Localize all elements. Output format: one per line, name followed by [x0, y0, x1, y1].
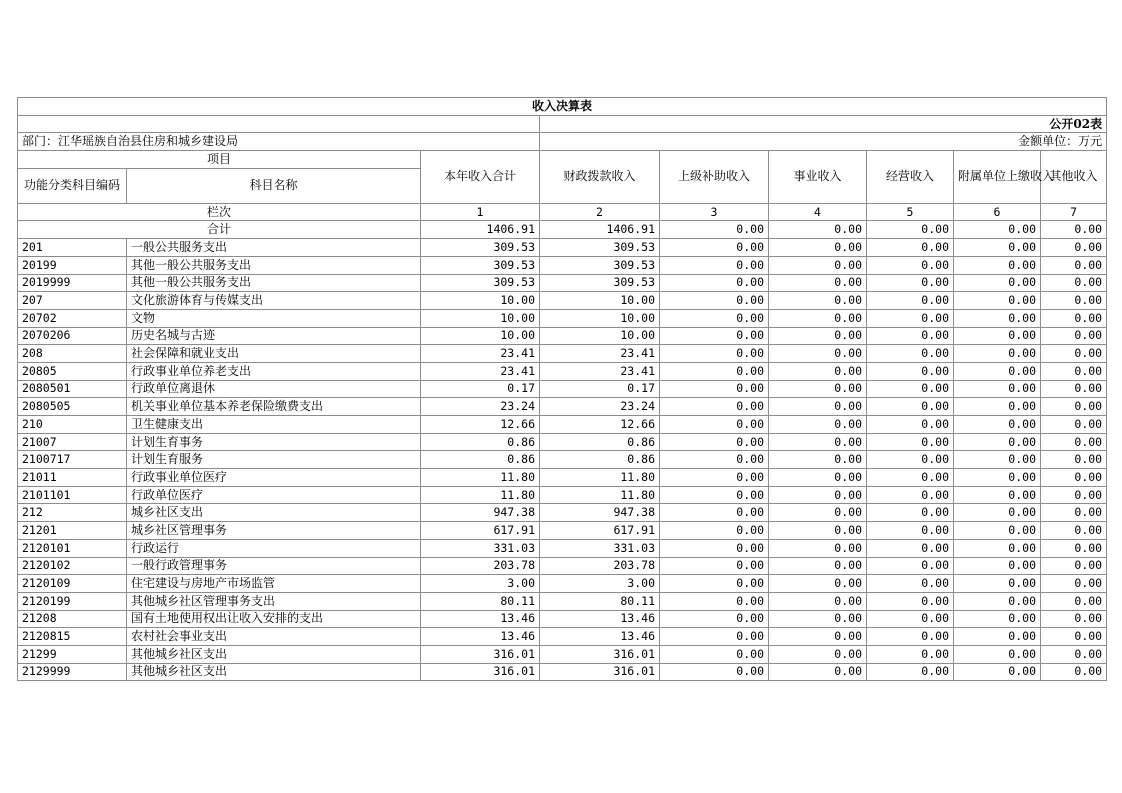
table-row	[18, 433, 1107, 451]
amount-cell: 10.00	[540, 327, 660, 345]
col-header-4: 事业收入	[769, 151, 867, 204]
amount-cell: 0.00	[867, 416, 954, 434]
table-row	[18, 610, 1107, 628]
amount-cell: 0.00	[660, 469, 769, 487]
amount-cell: 0.00	[867, 380, 954, 398]
amount-cell: 0.00	[1041, 645, 1107, 663]
subject-name: 历史名城与古迹	[127, 327, 421, 345]
amount-cell: 0.00	[769, 345, 867, 363]
amount-cell: 0.00	[769, 398, 867, 416]
amount-cell: 0.00	[660, 575, 769, 593]
table-row	[18, 239, 1107, 257]
amount-cell: 617.91	[540, 522, 660, 540]
amount-cell: 947.38	[421, 504, 540, 522]
amount-cell: 0.00	[769, 575, 867, 593]
amount-cell: 13.46	[540, 628, 660, 646]
amount-cell: 0.00	[769, 362, 867, 380]
amount-cell: 0.00	[867, 451, 954, 469]
amount-cell: 0.00	[867, 539, 954, 557]
table-row	[18, 274, 1107, 292]
amount-cell: 0.00	[867, 292, 954, 310]
subject-code: 21007	[18, 433, 127, 451]
department-label: 部门：江华瑶族自治县住房和城乡建设局	[18, 133, 540, 151]
total-value: 1406.91	[421, 221, 540, 239]
amount-cell: 0.00	[867, 256, 954, 274]
amount-cell: 309.53	[540, 256, 660, 274]
amount-cell: 0.00	[660, 610, 769, 628]
amount-cell: 10.00	[421, 309, 540, 327]
subject-name: 住宅建设与房地产市场监管	[127, 575, 421, 593]
amount-cell: 0.00	[660, 645, 769, 663]
amount-cell: 0.00	[660, 380, 769, 398]
amount-cell: 0.00	[1041, 416, 1107, 434]
amount-cell: 0.00	[769, 469, 867, 487]
total-value: 1406.91	[540, 221, 660, 239]
amount-cell: 0.00	[867, 504, 954, 522]
amount-cell: 0.00	[769, 256, 867, 274]
amount-cell: 3.00	[421, 575, 540, 593]
amount-cell: 0.00	[769, 416, 867, 434]
subject-code: 20199	[18, 256, 127, 274]
amount-cell: 0.00	[769, 274, 867, 292]
amount-cell: 0.00	[867, 645, 954, 663]
col-header-1: 本年收入合计	[421, 151, 540, 204]
amount-cell: 316.01	[421, 645, 540, 663]
col-header-6: 附属单位上缴收入	[954, 151, 1041, 204]
subject-code: 21011	[18, 469, 127, 487]
amount-cell: 0.00	[954, 610, 1041, 628]
amount-cell: 0.00	[867, 610, 954, 628]
amount-cell: 0.00	[954, 416, 1041, 434]
amount-cell: 0.00	[867, 398, 954, 416]
amount-cell: 12.66	[421, 416, 540, 434]
total-value: 0.00	[954, 221, 1041, 239]
total-value: 0.00	[769, 221, 867, 239]
amount-cell: 0.00	[660, 345, 769, 363]
amount-cell: 0.00	[1041, 345, 1107, 363]
amount-cell: 0.00	[769, 592, 867, 610]
amount-cell: 0.00	[954, 663, 1041, 681]
report-title: 收入决算表	[18, 98, 1107, 116]
code-col-header: 功能分类科目编码	[18, 168, 127, 203]
amount-cell: 0.00	[660, 522, 769, 540]
amount-cell: 0.00	[867, 592, 954, 610]
amount-cell: 0.00	[1041, 522, 1107, 540]
amount-cell: 0.00	[867, 309, 954, 327]
amount-cell: 23.41	[421, 362, 540, 380]
amount-cell: 0.00	[769, 522, 867, 540]
amount-cell: 0.00	[1041, 362, 1107, 380]
amount-cell: 0.00	[867, 575, 954, 593]
amount-cell: 0.00	[954, 345, 1041, 363]
amount-cell: 0.00	[954, 239, 1041, 257]
subject-name: 其他一般公共服务支出	[127, 274, 421, 292]
amount-cell: 331.03	[421, 539, 540, 557]
subject-code: 2120199	[18, 592, 127, 610]
unit-label: 金额单位：万元	[540, 133, 1107, 151]
amount-cell: 0.17	[540, 380, 660, 398]
name-col-header: 科目名称	[127, 168, 421, 203]
subject-code: 2129999	[18, 663, 127, 681]
table-row	[18, 557, 1107, 575]
amount-cell: 0.00	[867, 327, 954, 345]
subject-code: 210	[18, 416, 127, 434]
amount-cell: 0.00	[660, 504, 769, 522]
subject-code: 20702	[18, 309, 127, 327]
amount-cell: 0.00	[1041, 309, 1107, 327]
amount-cell: 0.00	[660, 663, 769, 681]
amount-cell: 10.00	[421, 292, 540, 310]
amount-cell: 11.80	[540, 469, 660, 487]
amount-cell: 0.00	[954, 539, 1041, 557]
table-row	[18, 309, 1107, 327]
subject-name: 文物	[127, 309, 421, 327]
amount-cell: 0.86	[540, 451, 660, 469]
amount-cell: 0.00	[769, 663, 867, 681]
amount-cell: 203.78	[540, 557, 660, 575]
amount-cell: 23.24	[421, 398, 540, 416]
amount-cell: 0.00	[954, 469, 1041, 487]
amount-cell: 80.11	[421, 592, 540, 610]
subject-code: 207	[18, 292, 127, 310]
amount-cell: 0.00	[954, 504, 1041, 522]
amount-cell: 0.00	[769, 486, 867, 504]
subject-name: 城乡社区支出	[127, 504, 421, 522]
amount-cell: 0.00	[867, 469, 954, 487]
subject-name: 其他一般公共服务支出	[127, 256, 421, 274]
table-row	[18, 416, 1107, 434]
amount-cell: 0.00	[660, 628, 769, 646]
amount-cell: 0.86	[421, 433, 540, 451]
amount-cell: 309.53	[421, 256, 540, 274]
subject-name: 其他城乡社区管理事务支出	[127, 592, 421, 610]
table-row	[18, 380, 1107, 398]
subject-name: 行政单位离退休	[127, 380, 421, 398]
amount-cell: 0.00	[954, 575, 1041, 593]
amount-cell: 0.00	[1041, 628, 1107, 646]
subject-code: 2101101	[18, 486, 127, 504]
amount-cell: 10.00	[540, 292, 660, 310]
amount-cell: 203.78	[421, 557, 540, 575]
amount-cell: 10.00	[540, 309, 660, 327]
amount-cell: 11.80	[540, 486, 660, 504]
amount-cell: 23.41	[421, 345, 540, 363]
amount-cell: 0.00	[867, 362, 954, 380]
amount-cell: 0.00	[660, 327, 769, 345]
subject-name: 城乡社区管理事务	[127, 522, 421, 540]
subject-code: 20805	[18, 362, 127, 380]
table-row	[18, 292, 1107, 310]
subject-name: 农村社会事业支出	[127, 628, 421, 646]
amount-cell: 0.00	[1041, 239, 1107, 257]
amount-cell: 309.53	[540, 239, 660, 257]
amount-cell: 0.00	[954, 628, 1041, 646]
amount-cell: 0.00	[954, 309, 1041, 327]
col-header-3: 上级补助收入	[660, 151, 769, 204]
amount-cell: 0.00	[954, 451, 1041, 469]
amount-cell: 0.00	[1041, 398, 1107, 416]
amount-cell: 0.00	[954, 292, 1041, 310]
table-row	[18, 327, 1107, 345]
table-row	[18, 345, 1107, 363]
amount-cell: 0.00	[867, 345, 954, 363]
amount-cell: 3.00	[540, 575, 660, 593]
amount-cell: 309.53	[540, 274, 660, 292]
amount-cell: 0.86	[540, 433, 660, 451]
amount-cell: 947.38	[540, 504, 660, 522]
subject-code: 2120102	[18, 557, 127, 575]
amount-cell: 13.46	[540, 610, 660, 628]
subject-code: 208	[18, 345, 127, 363]
amount-cell: 0.00	[867, 663, 954, 681]
subject-code: 2080501	[18, 380, 127, 398]
item-group-header: 项目	[18, 151, 421, 169]
amount-cell: 0.00	[867, 486, 954, 504]
index-cell: 1	[421, 203, 540, 221]
amount-cell: 0.00	[867, 274, 954, 292]
table-row	[18, 592, 1107, 610]
col-header-5: 经营收入	[867, 151, 954, 204]
amount-cell: 0.00	[660, 557, 769, 575]
amount-cell: 0.00	[954, 362, 1041, 380]
amount-cell: 23.41	[540, 362, 660, 380]
subject-name: 行政事业单位养老支出	[127, 362, 421, 380]
amount-cell: 0.00	[769, 239, 867, 257]
amount-cell: 0.00	[769, 628, 867, 646]
subject-name: 卫生健康支出	[127, 416, 421, 434]
table-row	[18, 575, 1107, 593]
subject-name: 文化旅游体育与传媒支出	[127, 292, 421, 310]
table-row	[18, 504, 1107, 522]
subject-name: 一般行政管理事务	[127, 557, 421, 575]
amount-cell: 0.00	[954, 522, 1041, 540]
amount-cell: 0.00	[1041, 433, 1107, 451]
amount-cell: 0.00	[1041, 592, 1107, 610]
amount-cell: 309.53	[421, 239, 540, 257]
blank-cell	[18, 115, 540, 133]
amount-cell: 309.53	[421, 274, 540, 292]
table-row	[18, 362, 1107, 380]
index-cell: 7	[1041, 203, 1107, 221]
income-statement-table	[17, 97, 1107, 681]
subject-code: 2100717	[18, 451, 127, 469]
subject-name: 一般公共服务支出	[127, 239, 421, 257]
amount-cell: 617.91	[421, 522, 540, 540]
amount-cell: 0.00	[769, 451, 867, 469]
amount-cell: 0.17	[421, 380, 540, 398]
amount-cell: 0.00	[1041, 610, 1107, 628]
amount-cell: 0.00	[954, 274, 1041, 292]
amount-cell: 0.00	[660, 539, 769, 557]
amount-cell: 0.00	[769, 292, 867, 310]
amount-cell: 0.00	[954, 398, 1041, 416]
subject-code: 21299	[18, 645, 127, 663]
amount-cell: 13.46	[421, 628, 540, 646]
amount-cell: 0.00	[660, 274, 769, 292]
amount-cell: 0.00	[954, 327, 1041, 345]
amount-cell: 23.24	[540, 398, 660, 416]
amount-cell: 0.00	[1041, 274, 1107, 292]
col-header-2: 财政拨款收入	[540, 151, 660, 204]
total-value: 0.00	[660, 221, 769, 239]
amount-cell: 0.00	[1041, 557, 1107, 575]
amount-cell: 0.00	[660, 433, 769, 451]
subject-code: 2120101	[18, 539, 127, 557]
amount-cell: 11.80	[421, 486, 540, 504]
table-row	[18, 451, 1107, 469]
table-row	[18, 539, 1107, 557]
subject-name: 国有土地使用权出让收入安排的支出	[127, 610, 421, 628]
table-row	[18, 398, 1107, 416]
amount-cell: 0.00	[867, 522, 954, 540]
amount-cell: 0.00	[867, 557, 954, 575]
subject-code: 201	[18, 239, 127, 257]
subject-name: 计划生育事务	[127, 433, 421, 451]
amount-cell: 0.00	[1041, 504, 1107, 522]
amount-cell: 0.00	[660, 362, 769, 380]
amount-cell: 0.86	[421, 451, 540, 469]
subject-code: 21201	[18, 522, 127, 540]
subject-code: 2080505	[18, 398, 127, 416]
form-code: 公开02表	[540, 115, 1107, 133]
index-cell: 2	[540, 203, 660, 221]
subject-code: 21208	[18, 610, 127, 628]
amount-cell: 0.00	[1041, 486, 1107, 504]
amount-cell: 0.00	[1041, 380, 1107, 398]
amount-cell: 10.00	[421, 327, 540, 345]
total-row	[18, 221, 1107, 239]
amount-cell: 0.00	[954, 256, 1041, 274]
amount-cell: 0.00	[769, 380, 867, 398]
amount-cell: 0.00	[1041, 539, 1107, 557]
subject-code: 2070206	[18, 327, 127, 345]
amount-cell: 0.00	[867, 239, 954, 257]
amount-cell: 0.00	[1041, 292, 1107, 310]
table-row	[18, 256, 1107, 274]
amount-cell: 0.00	[769, 610, 867, 628]
amount-cell: 0.00	[1041, 575, 1107, 593]
subject-name: 其他城乡社区支出	[127, 663, 421, 681]
subject-name: 机关事业单位基本养老保险缴费支出	[127, 398, 421, 416]
table-row	[18, 522, 1107, 540]
amount-cell: 0.00	[769, 309, 867, 327]
amount-cell: 0.00	[769, 557, 867, 575]
amount-cell: 23.41	[540, 345, 660, 363]
amount-cell: 0.00	[954, 592, 1041, 610]
amount-cell: 0.00	[1041, 663, 1107, 681]
amount-cell: 0.00	[769, 539, 867, 557]
amount-cell: 0.00	[660, 309, 769, 327]
amount-cell: 0.00	[660, 486, 769, 504]
subject-name: 行政事业单位医疗	[127, 469, 421, 487]
amount-cell: 0.00	[660, 398, 769, 416]
amount-cell: 11.80	[421, 469, 540, 487]
amount-cell: 0.00	[660, 451, 769, 469]
amount-cell: 13.46	[421, 610, 540, 628]
subject-name: 行政单位医疗	[127, 486, 421, 504]
amount-cell: 316.01	[540, 663, 660, 681]
subject-name: 其他城乡社区支出	[127, 645, 421, 663]
table-row	[18, 486, 1107, 504]
amount-cell: 0.00	[1041, 451, 1107, 469]
index-cell: 6	[954, 203, 1041, 221]
amount-cell: 0.00	[1041, 256, 1107, 274]
amount-cell: 0.00	[660, 592, 769, 610]
subject-code: 2120109	[18, 575, 127, 593]
amount-cell: 0.00	[954, 380, 1041, 398]
table-row	[18, 663, 1107, 681]
amount-cell: 0.00	[954, 557, 1041, 575]
amount-cell: 0.00	[660, 239, 769, 257]
amount-cell: 0.00	[1041, 327, 1107, 345]
amount-cell: 0.00	[954, 645, 1041, 663]
subject-name: 社会保障和就业支出	[127, 345, 421, 363]
total-value: 0.00	[867, 221, 954, 239]
table-row	[18, 628, 1107, 646]
subject-code: 2120815	[18, 628, 127, 646]
amount-cell: 0.00	[660, 256, 769, 274]
subject-name: 计划生育服务	[127, 451, 421, 469]
amount-cell: 0.00	[769, 645, 867, 663]
amount-cell: 0.00	[1041, 469, 1107, 487]
subject-code: 212	[18, 504, 127, 522]
subject-name: 行政运行	[127, 539, 421, 557]
amount-cell: 0.00	[867, 628, 954, 646]
amount-cell: 0.00	[954, 433, 1041, 451]
amount-cell: 80.11	[540, 592, 660, 610]
table-row	[18, 469, 1107, 487]
amount-cell: 0.00	[660, 416, 769, 434]
amount-cell: 316.01	[421, 663, 540, 681]
amount-cell: 0.00	[954, 486, 1041, 504]
total-value: 0.00	[1041, 221, 1107, 239]
amount-cell: 0.00	[660, 292, 769, 310]
amount-cell: 0.00	[769, 433, 867, 451]
amount-cell: 0.00	[867, 433, 954, 451]
total-label: 合计	[18, 221, 421, 239]
subject-code: 2019999	[18, 274, 127, 292]
amount-cell: 12.66	[540, 416, 660, 434]
index-label: 栏次	[18, 203, 421, 221]
amount-cell: 331.03	[540, 539, 660, 557]
col-header-7: 其他收入	[1041, 151, 1107, 204]
amount-cell: 0.00	[769, 504, 867, 522]
amount-cell: 0.00	[769, 327, 867, 345]
table-row	[18, 645, 1107, 663]
index-cell: 4	[769, 203, 867, 221]
amount-cell: 316.01	[540, 645, 660, 663]
index-cell: 5	[867, 203, 954, 221]
index-cell: 3	[660, 203, 769, 221]
